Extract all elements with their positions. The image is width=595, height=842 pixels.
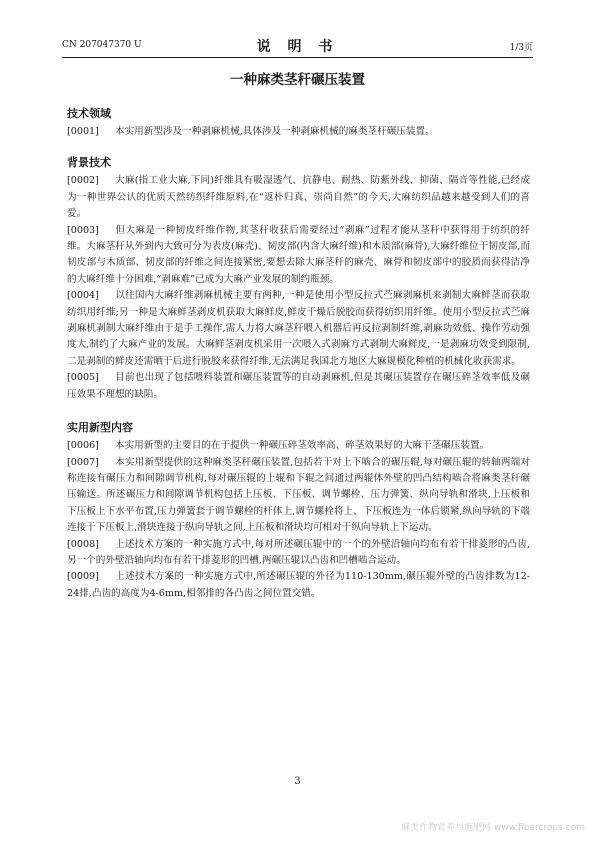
paragraph-text: 上述技术方案的一种实施方式中,所述碾压辊的外径为110-130mm,碾压辊外壁的凸齿排数为12-24排,凸齿的高度为4-6mm,相邻排的各凸齿之间位置交错。 — [67, 571, 530, 599]
paragraph-text: 但大麻是一种韧皮纤维作物,其茎秆收获后需要经过“剥麻”过程才能从茎秆中获得用于纺织的纤维。大麻茎秆从外到内大致可分为表皮(麻壳)、韧皮部(内含大麻纤维)和木质部(麻骨),大麻纤维位于韧皮部,而韧皮部与木质部、韧皮部的纤维之间连接紧密,要想去除大麻茎秆的麻壳、麻骨和韧皮部中的胶质而获得洁净的大麻纤维十分困难,“剥麻难”已成为大麻产业发展的制约瓶颈。 — [67, 224, 530, 285]
paragraph-number: [0005] — [67, 372, 99, 384]
page-number: 3 — [294, 776, 301, 787]
paragraph-text: 目前也出现了包括喂料装置和碾压装置等的自动剥麻机,但是其碾压装置存在碾压碎茎效率低及碾压效果不理想的缺陷。 — [67, 372, 530, 400]
header-divider — [62, 57, 533, 58]
paragraph-text: 大麻(指工业大麻,下同)纤维具有吸湿透气、抗静电、耐热、防紫外线、抑菌、隔音等性能,已经成为一种世界公认的优质天然纺织纤维原料,在“返朴归真、崇尚自然”的今天,大麻纺织品越来越受到人们的喜爱。 — [67, 175, 530, 220]
paragraph — [67, 173, 530, 222]
paragraph — [67, 124, 530, 140]
section-heading-content: 实用新型内容 — [67, 421, 133, 435]
paragraph — [67, 223, 530, 289]
paragraph-text: 上述技术方案的一种实施方式中,每对所述碾压辊中的一个的外壁沿轴向均布有若干排菱形的凸齿,另一个的外壁沿轴向均布有若干排菱形的凹槽,两碾压辊以凸齿和凹槽啮合运动。 — [67, 538, 530, 566]
section-heading-background: 背景技术 — [67, 156, 111, 170]
paragraph-text: 本实用新型的主要目的在于提供一种碾压碎茎效率高、碎茎效果好的大麻干茎碾压装置。 — [115, 440, 490, 452]
paragraph-number: [0004] — [67, 290, 99, 302]
page-info: 1/3页 — [509, 43, 533, 53]
paragraph — [67, 288, 530, 370]
document-body — [67, 105, 530, 602]
paragraph-number: [0002] — [67, 175, 99, 187]
paragraph — [67, 537, 530, 570]
section-heading-tech-field: 技术领域 — [67, 107, 111, 120]
paragraph-text: 以往国内大麻纤维剥麻机械主要有两种,一种是使用小型反拉式苎麻剥麻机来剥制大麻鲜茎而获取纺织用纤维;另一种是大麻鲜茎剥皮机获取大麻鲜皮,鲜皮干燥后脱胶而获得纺织用纤维。使用小型反拉式苎麻剥麻机剥制大麻纤维由于是手工操作,需人力将大麻茎秆喂入机器后再反拉剥制纤维,剥麻功效低、操作劳动强度大,制约了大麻产业的发展。大麻鲜茎剥皮机采用一次喂入式剥麻方式剥制大麻鲜皮,一是剥麻功效受到限制,二是剥制的鲜皮还需晒干后进行脱胶来获得纤维,无法满足我国北方地区大麻规模化种植的机械化收获需求。 — [67, 290, 530, 367]
paragraph-text: 本实用新型提供的这种麻类茎秆碾压装置,包括若干对上下啮合的碾压辊,每对碾压辊的转轴两端对称连接有碾压力和间隙调节机构,每对碾压辊的上辊和下辊之间通过两辊体外壁的凹凸结构啮合将麻类茎秆碾压输送。所述碾压力和间隙调节机构包括上压板、下压板、调节螺栓、压力弹簧、纵向导轨和滑块,上压板和下压板上下水平布置,压力弹簧套于调节螺栓的杆体上,调节螺栓将上、下压板连为一体后锁紧,纵向导轨的下端连接于下压板上,滑块连接于纵向导轨之间,上压板和滑块均可相对于纵向导轨上下运动。 — [67, 456, 530, 534]
paragraph-text: 本实用新型涉及一种剥麻机械,具体涉及一种剥麻机械的麻类茎秆碾压装置。 — [115, 126, 435, 137]
paragraph-number: [0009] — [67, 571, 99, 583]
paragraph-number: [0008] — [67, 538, 99, 550]
paragraph-number: [0001] — [67, 126, 99, 137]
paragraph-number: [0006] — [67, 440, 99, 452]
paragraph — [67, 455, 530, 537]
paragraph-number: [0003] — [67, 224, 99, 236]
paragraph — [67, 438, 530, 454]
watermark: 麻类作物营养与施肥网 www.fibercrops.com — [401, 823, 585, 833]
document-title: 一种麻类茎秆碾压装置 — [230, 72, 365, 88]
patent-number: CN 207047370 U — [62, 40, 142, 50]
header-title: 说 明 书 — [256, 39, 339, 55]
paragraph — [67, 370, 530, 403]
paragraph — [67, 569, 530, 602]
page-header — [62, 36, 533, 56]
paragraph-number: [0007] — [67, 456, 99, 468]
